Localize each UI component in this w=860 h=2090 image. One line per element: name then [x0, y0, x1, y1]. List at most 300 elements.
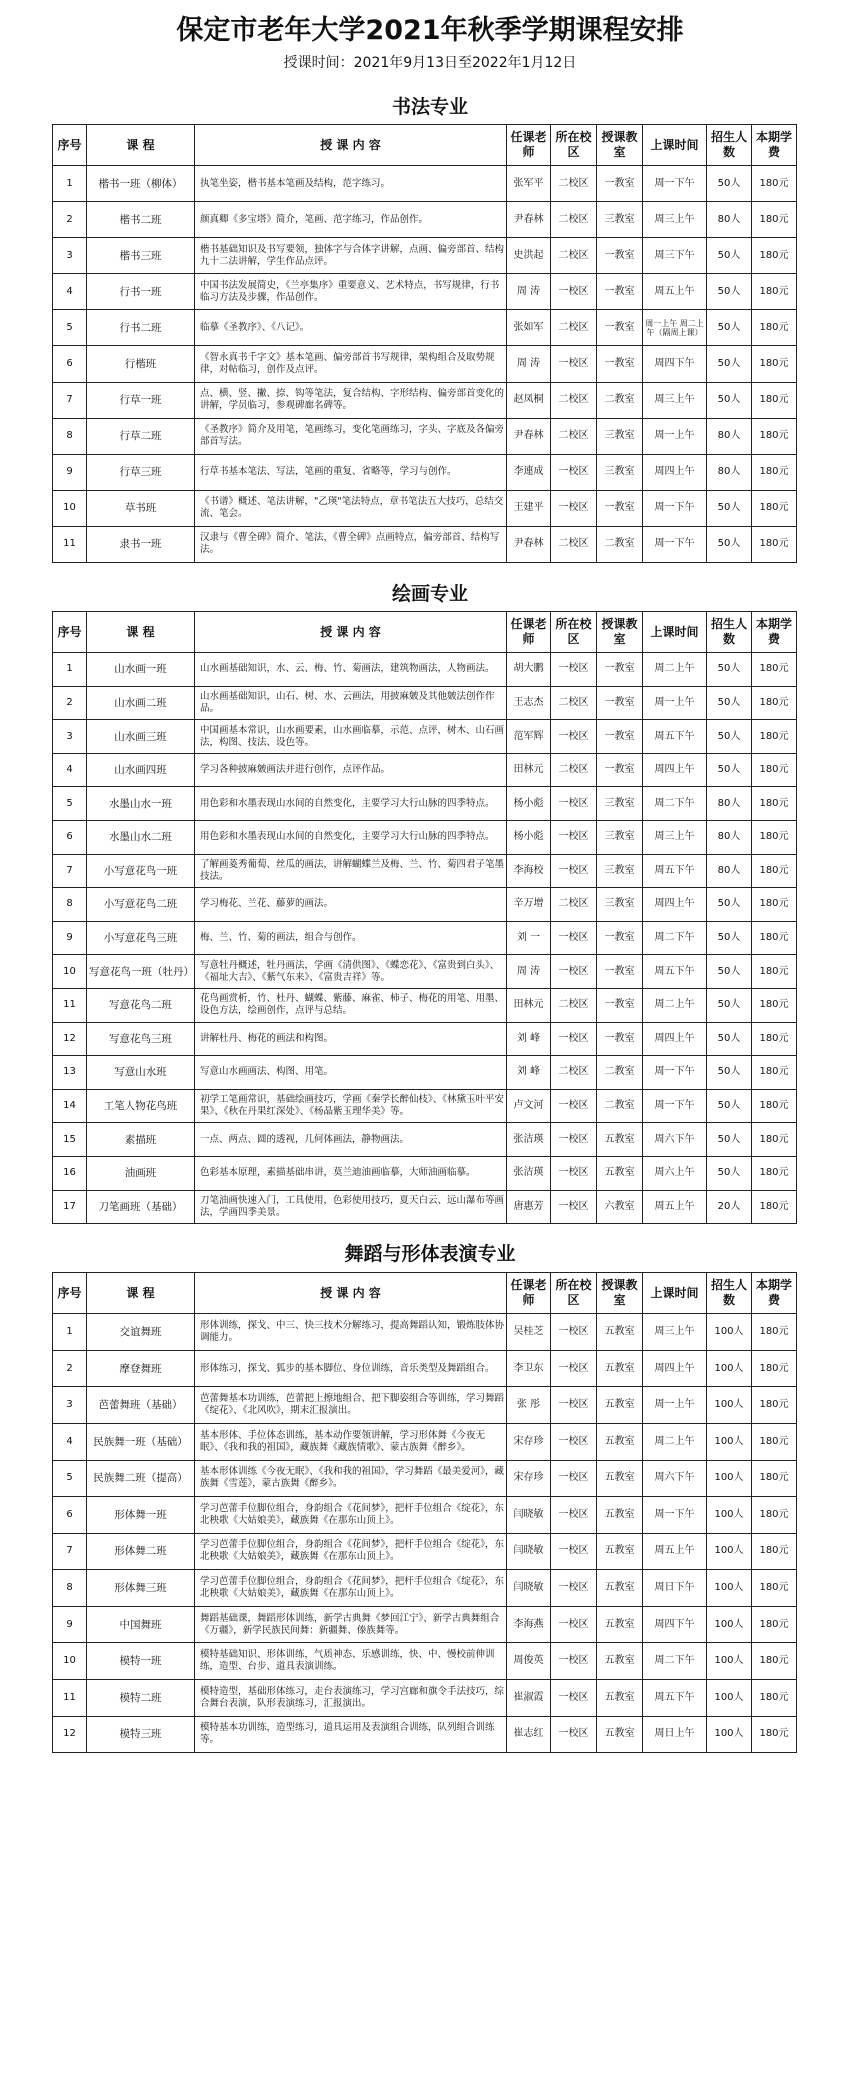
cell-index: 9 [53, 454, 87, 490]
sections-container [0, 90, 860, 1753]
table-row [53, 686, 797, 720]
cell-time: 周二下午 [643, 787, 707, 821]
cell-index: 3 [53, 720, 87, 754]
table-header-row [53, 1273, 797, 1314]
cell-content: 色彩基本原理，素描基础串讲，莫兰迪油画临摹，大师油画临摹。 [195, 1156, 507, 1190]
cell-classroom: 五教室 [597, 1387, 643, 1424]
cell-time: 周日下午 [643, 1570, 707, 1607]
column-header: 上课时间 [643, 125, 707, 166]
cell-time: 周五下午 [643, 854, 707, 888]
cell-teacher: 张 彤 [507, 1387, 551, 1424]
cell-course: 小写意花鸟一班 [87, 854, 195, 888]
cell-teacher: 周 涛 [507, 955, 551, 989]
cell-capacity: 50人 [707, 653, 752, 687]
cell-time: 周二下午 [643, 921, 707, 955]
cell-course: 刀笔画班（基础） [87, 1190, 195, 1224]
table-row [53, 382, 797, 418]
cell-content: 花鸟画赏析，竹、杜丹、蝴蝶、紫藤、麻雀、柿子、梅花的用笔、用墨、设色方法，绘画创作，点评与总结。 [195, 988, 507, 1022]
cell-capacity: 100人 [707, 1716, 752, 1753]
cell-content: 模特基础知识、形体训练，气质神态、乐感训练，快、中、慢校前伸训练，造型、台步、道具表演训练。 [195, 1643, 507, 1680]
table-row [53, 1350, 797, 1387]
cell-teacher: 胡大鹏 [507, 653, 551, 687]
cell-course: 模特一班 [87, 1643, 195, 1680]
cell-classroom: 一教室 [597, 753, 643, 787]
cell-fee: 180元 [752, 418, 797, 454]
cell-course: 民族舞一班（基础） [87, 1423, 195, 1460]
course-table [52, 1272, 797, 1753]
cell-classroom: 五教室 [597, 1350, 643, 1387]
cell-classroom: 一教室 [597, 1022, 643, 1056]
cell-capacity: 80人 [707, 821, 752, 855]
cell-fee: 180元 [752, 1606, 797, 1643]
cell-campus: 二校区 [551, 1056, 597, 1090]
cell-campus: 一校区 [551, 1606, 597, 1643]
cell-capacity: 80人 [707, 787, 752, 821]
cell-content: 楷书基础知识及书写要领，独体字与合体字讲解，点画、偏旁部首、结构九十二法讲解，学生作品点评。 [195, 238, 507, 274]
cell-index: 10 [53, 490, 87, 526]
cell-time: 周五上午 [643, 274, 707, 310]
cell-time: 周六下午 [643, 1123, 707, 1157]
cell-content: 《书谱》概述、笔法讲解，"乙瑛"笔法特点，章书笔法五大技巧，总结交流、笔会。 [195, 490, 507, 526]
cell-time: 周一下午 [643, 490, 707, 526]
cell-fee: 180元 [752, 1123, 797, 1157]
cell-fee: 180元 [752, 988, 797, 1022]
cell-classroom: 三教室 [597, 821, 643, 855]
table-row [53, 854, 797, 888]
cell-time: 周四上午 [643, 1022, 707, 1056]
cell-classroom: 一教室 [597, 921, 643, 955]
cell-classroom: 三教室 [597, 787, 643, 821]
cell-capacity: 50人 [707, 720, 752, 754]
cell-classroom: 三教室 [597, 418, 643, 454]
cell-fee: 180元 [752, 166, 797, 202]
cell-fee: 180元 [752, 1156, 797, 1190]
column-header: 授课教室 [597, 612, 643, 653]
cell-index: 11 [53, 526, 87, 562]
cell-campus: 二校区 [551, 753, 597, 787]
cell-course: 山水画二班 [87, 686, 195, 720]
table-row [53, 988, 797, 1022]
cell-teacher: 田林元 [507, 753, 551, 787]
cell-classroom: 五教室 [597, 1123, 643, 1157]
cell-capacity: 50人 [707, 1022, 752, 1056]
cell-time: 周四上午 [643, 1350, 707, 1387]
cell-campus: 一校区 [551, 1314, 597, 1351]
cell-fee: 180元 [752, 310, 797, 346]
cell-index: 10 [53, 955, 87, 989]
table-row [53, 888, 797, 922]
cell-fee: 180元 [752, 686, 797, 720]
table-row [53, 1460, 797, 1497]
column-header: 序号 [53, 1273, 87, 1314]
column-header: 任课老师 [507, 125, 551, 166]
table-row [53, 1680, 797, 1717]
cell-fee: 180元 [752, 274, 797, 310]
cell-campus: 一校区 [551, 1643, 597, 1680]
cell-content: 山水画基础知识，山石、树、水、云画法，用披麻皴及其他皴法创作作品。 [195, 686, 507, 720]
table-row [53, 787, 797, 821]
cell-course: 芭蕾舞班（基础） [87, 1387, 195, 1424]
table-header-row [53, 125, 797, 166]
cell-time: 周一下午 [643, 1497, 707, 1534]
cell-course: 形体舞三班 [87, 1570, 195, 1607]
cell-content: 颜真卿《多宝塔》简介，笔画、范字练习，作品创作。 [195, 202, 507, 238]
cell-capacity: 20人 [707, 1190, 752, 1224]
table-row [53, 1022, 797, 1056]
cell-course: 油画班 [87, 1156, 195, 1190]
cell-teacher: 刘 一 [507, 921, 551, 955]
page-title: 保定市老年大学2021年秋季学期课程安排 [176, 15, 684, 46]
cell-fee: 180元 [752, 1497, 797, 1534]
cell-campus: 一校区 [551, 921, 597, 955]
table-row [53, 346, 797, 382]
column-header: 所在校区 [551, 1273, 597, 1314]
cell-index: 6 [53, 821, 87, 855]
cell-teacher: 王建平 [507, 490, 551, 526]
cell-content: 执笔坐姿，楷书基本笔画及结构，范字练习。 [195, 166, 507, 202]
section-title: 书法专业 [391, 96, 468, 118]
cell-fee: 180元 [752, 490, 797, 526]
cell-classroom: 五教室 [597, 1570, 643, 1607]
cell-time: 周六上午 [643, 1156, 707, 1190]
column-header: 课 程 [87, 125, 195, 166]
table-row [53, 238, 797, 274]
cell-time: 周一下午 [643, 1089, 707, 1123]
cell-time: 周一上午 周二上午（隔周上课） [643, 310, 707, 346]
cell-content: 写意山水画画法、构图、用笔。 [195, 1056, 507, 1090]
cell-content: 《圣教序》简介及用笔，笔画练习，变化笔画练习，字头、字底及各偏旁部首写法。 [195, 418, 507, 454]
cell-campus: 一校区 [551, 1350, 597, 1387]
cell-teacher: 李海校 [507, 854, 551, 888]
cell-content: 刀笔油画快速入门，工具使用，色彩使用技巧，夏天白云、远山瀑布等画法，学画四季美景。 [195, 1190, 507, 1224]
cell-classroom: 五教室 [597, 1533, 643, 1570]
cell-classroom: 五教室 [597, 1423, 643, 1460]
cell-course: 水墨山水一班 [87, 787, 195, 821]
cell-campus: 一校区 [551, 821, 597, 855]
cell-content: 汉隶与《曹全碑》简介、笔法，《曹全碑》点画特点，偏旁部首、结构写法。 [195, 526, 507, 562]
cell-classroom: 三教室 [597, 854, 643, 888]
cell-teacher: 闫晓敏 [507, 1533, 551, 1570]
cell-campus: 一校区 [551, 1123, 597, 1157]
column-header: 授 课 内 容 [195, 612, 507, 653]
cell-teacher: 辛万增 [507, 888, 551, 922]
cell-campus: 一校区 [551, 955, 597, 989]
cell-campus: 二校区 [551, 202, 597, 238]
cell-course: 山水画一班 [87, 653, 195, 687]
cell-capacity: 100人 [707, 1680, 752, 1717]
column-header: 课 程 [87, 612, 195, 653]
table-header-row [53, 612, 797, 653]
cell-classroom: 五教室 [597, 1497, 643, 1534]
cell-course: 中国舞班 [87, 1606, 195, 1643]
cell-campus: 一校区 [551, 1533, 597, 1570]
column-header: 授课教室 [597, 1273, 643, 1314]
cell-content: 初学工笔画常识，基础绘画技巧，学画《秦学长醉仙枝》、《林黛玉叶平安果》、《秋在丹果红深处》、《杨晶紫玉理华美》等。 [195, 1089, 507, 1123]
table-row [53, 1533, 797, 1570]
table-row [53, 1056, 797, 1090]
cell-capacity: 50人 [707, 346, 752, 382]
cell-time: 周六下午 [643, 1460, 707, 1497]
cell-time: 周二上午 [643, 653, 707, 687]
cell-campus: 一校区 [551, 720, 597, 754]
cell-teacher: 王志杰 [507, 686, 551, 720]
cell-campus: 二校区 [551, 888, 597, 922]
cell-campus: 一校区 [551, 346, 597, 382]
cell-content: 模特基本功训练，造型练习，道具运用及表演组合训练，队列组合训练等。 [195, 1716, 507, 1753]
cell-time: 周一上午 [643, 686, 707, 720]
cell-classroom: 一教室 [597, 988, 643, 1022]
cell-campus: 二校区 [551, 988, 597, 1022]
cell-time: 周四下午 [643, 1606, 707, 1643]
cell-index: 2 [53, 1350, 87, 1387]
cell-content: 学习梅花、兰花、藤萝的画法。 [195, 888, 507, 922]
cell-time: 周日上午 [643, 1716, 707, 1753]
cell-fee: 180元 [752, 821, 797, 855]
cell-index: 4 [53, 1423, 87, 1460]
cell-content: 学习芭蕾手位脚位组合，身韵组合《花间梦》，把杆手位组合《绽花》，东北秧歌《大姑娘美》，藏族舞《在那东山顶上》。 [195, 1533, 507, 1570]
cell-classroom: 五教室 [597, 1606, 643, 1643]
cell-capacity: 100人 [707, 1606, 752, 1643]
cell-course: 楷书二班 [87, 202, 195, 238]
cell-capacity: 50人 [707, 526, 752, 562]
cell-classroom: 三教室 [597, 202, 643, 238]
cell-fee: 180元 [752, 1680, 797, 1717]
cell-index: 15 [53, 1123, 87, 1157]
cell-course: 隶书一班 [87, 526, 195, 562]
cell-campus: 一校区 [551, 1570, 597, 1607]
cell-index: 13 [53, 1056, 87, 1090]
cell-teacher: 卢文河 [507, 1089, 551, 1123]
cell-content: 行草书基本笔法、写法，笔画的重复、省略等，学习与创作。 [195, 454, 507, 490]
cell-time: 周四上午 [643, 888, 707, 922]
cell-fee: 180元 [752, 955, 797, 989]
cell-time: 周三下午 [643, 238, 707, 274]
column-header: 上课时间 [643, 1273, 707, 1314]
cell-fee: 180元 [752, 1190, 797, 1224]
table-row [53, 1716, 797, 1753]
cell-course: 行书二班 [87, 310, 195, 346]
section-title: 舞蹈与形体表演专业 [344, 1243, 516, 1266]
cell-classroom: 二教室 [597, 1056, 643, 1090]
cell-index: 2 [53, 202, 87, 238]
cell-index: 3 [53, 1387, 87, 1424]
cell-time: 周一下午 [643, 1056, 707, 1090]
cell-course: 形体舞二班 [87, 1533, 195, 1570]
cell-classroom: 一教室 [597, 490, 643, 526]
cell-index: 17 [53, 1190, 87, 1224]
cell-capacity: 50人 [707, 310, 752, 346]
cell-index: 8 [53, 888, 87, 922]
section-title: 绘画专业 [391, 583, 468, 606]
cell-content: 《智永真书千字文》基本笔画、偏旁部首书写规律，架构组合及取势规律，对帖临习，创作及点评。 [195, 346, 507, 382]
cell-time: 周四上午 [643, 454, 707, 490]
cell-classroom: 二教室 [597, 1089, 643, 1123]
cell-teacher: 闫晓敏 [507, 1570, 551, 1607]
cell-index: 9 [53, 921, 87, 955]
cell-classroom: 一教室 [597, 653, 643, 687]
cell-fee: 180元 [752, 202, 797, 238]
cell-capacity: 50人 [707, 686, 752, 720]
cell-teacher: 尹春林 [507, 202, 551, 238]
cell-capacity: 50人 [707, 382, 752, 418]
cell-time: 周二上午 [643, 988, 707, 1022]
cell-capacity: 50人 [707, 1123, 752, 1157]
cell-course: 写意花鸟二班 [87, 988, 195, 1022]
cell-teacher: 周俊英 [507, 1643, 551, 1680]
cell-time: 周一下午 [643, 526, 707, 562]
cell-index: 1 [53, 1314, 87, 1351]
cell-course: 交谊舞班 [87, 1314, 195, 1351]
cell-time: 周一上午 [643, 1387, 707, 1424]
column-header: 所在校区 [551, 125, 597, 166]
cell-content: 中国书法发展简史，《兰亭集序》重要意义、艺术特点，书写规律，行书临习方法及步骤，作品创作。 [195, 274, 507, 310]
column-header: 任课老师 [507, 1273, 551, 1314]
cell-index: 1 [53, 166, 87, 202]
cell-teacher: 田林元 [507, 988, 551, 1022]
cell-content: 写意牡丹概述，牡丹画法，学画《清供图》、《蝶恋花》、《富贵到白头》、《福址大吉》、《紫气东来》、《富贵吉祥》等。 [195, 955, 507, 989]
cell-teacher: 张洁瑛 [507, 1123, 551, 1157]
cell-campus: 一校区 [551, 1190, 597, 1224]
cell-fee: 180元 [752, 526, 797, 562]
cell-classroom: 一教室 [597, 274, 643, 310]
column-header: 任课老师 [507, 612, 551, 653]
cell-campus: 一校区 [551, 454, 597, 490]
cell-teacher: 李海燕 [507, 1606, 551, 1643]
cell-content: 梅、兰、竹、菊的画法，组合与创作。 [195, 921, 507, 955]
cell-classroom: 三教室 [597, 888, 643, 922]
cell-classroom: 五教室 [597, 1680, 643, 1717]
table-row [53, 1190, 797, 1224]
cell-time: 周五下午 [643, 720, 707, 754]
cell-course: 摩登舞班 [87, 1350, 195, 1387]
cell-capacity: 50人 [707, 921, 752, 955]
cell-classroom: 六教室 [597, 1190, 643, 1224]
cell-fee: 180元 [752, 454, 797, 490]
table-row [53, 955, 797, 989]
cell-classroom: 五教室 [597, 1460, 643, 1497]
cell-capacity: 100人 [707, 1497, 752, 1534]
cell-campus: 一校区 [551, 1460, 597, 1497]
cell-campus: 一校区 [551, 1387, 597, 1424]
cell-time: 周三上午 [643, 1314, 707, 1351]
table-row [53, 1570, 797, 1607]
cell-course: 小写意花鸟二班 [87, 888, 195, 922]
cell-teacher: 尹春林 [507, 526, 551, 562]
cell-index: 8 [53, 1570, 87, 1607]
cell-index: 11 [53, 988, 87, 1022]
cell-capacity: 50人 [707, 274, 752, 310]
table-row [53, 821, 797, 855]
cell-content: 学习芭蕾手位脚位组合，身韵组合《花间梦》，把杆手位组合《绽花》，东北秧歌《大姑娘美》，藏族舞《在那东山顶上》。 [195, 1497, 507, 1534]
cell-teacher: 吴桂芝 [507, 1314, 551, 1351]
cell-course: 写意山水班 [87, 1056, 195, 1090]
cell-teacher: 宋存珍 [507, 1423, 551, 1460]
course-table [52, 611, 797, 1224]
cell-classroom: 五教室 [597, 1716, 643, 1753]
cell-time: 周二上午 [643, 1423, 707, 1460]
column-header: 上课时间 [643, 612, 707, 653]
cell-course: 工笔人物花鸟班 [87, 1089, 195, 1123]
cell-teacher: 李卫东 [507, 1350, 551, 1387]
table-row [53, 454, 797, 490]
cell-course: 行草三班 [87, 454, 195, 490]
cell-index: 12 [53, 1022, 87, 1056]
column-header: 招生人数 [707, 1273, 752, 1314]
cell-course: 山水画三班 [87, 720, 195, 754]
cell-course: 楷书三班 [87, 238, 195, 274]
cell-capacity: 50人 [707, 1056, 752, 1090]
cell-content: 模特造型，基础形体练习，走台表演练习，学习宫廊和旗令手法技巧，综合舞台表演，队形表演练习，汇报演出。 [195, 1680, 507, 1717]
cell-teacher: 刘 峰 [507, 1056, 551, 1090]
cell-time: 周三上午 [643, 382, 707, 418]
cell-fee: 180元 [752, 1089, 797, 1123]
cell-index: 7 [53, 1533, 87, 1570]
cell-fee: 180元 [752, 1570, 797, 1607]
cell-index: 4 [53, 274, 87, 310]
cell-content: 基本形体、手位体态训练，基本动作要领讲解，学习形体舞《今夜无眠》、《我和我的祖国》，藏族舞《藏族情歌》、蒙古族舞《醉乡》。 [195, 1423, 507, 1460]
cell-content: 山水画基础知识，水、云、梅、竹、菊画法，建筑物画法，人物画法。 [195, 653, 507, 687]
cell-campus: 一校区 [551, 1716, 597, 1753]
cell-teacher: 史洪起 [507, 238, 551, 274]
cell-index: 12 [53, 1716, 87, 1753]
cell-time: 周一下午 [643, 166, 707, 202]
cell-capacity: 50人 [707, 753, 752, 787]
cell-teacher: 周 涛 [507, 346, 551, 382]
cell-classroom: 五教室 [597, 1314, 643, 1351]
cell-teacher: 刘 峰 [507, 1022, 551, 1056]
cell-fee: 180元 [752, 1350, 797, 1387]
cell-time: 周五下午 [643, 1680, 707, 1717]
table-row [53, 1423, 797, 1460]
cell-campus: 二校区 [551, 418, 597, 454]
cell-classroom: 五教室 [597, 1643, 643, 1680]
cell-content: 点、横、竖、撇、捺、钩等笔法，复合结构、字形结构、偏旁部首变化的讲解，学员临习，参观碑廊名碑等。 [195, 382, 507, 418]
cell-time: 周三上午 [643, 821, 707, 855]
cell-capacity: 80人 [707, 454, 752, 490]
cell-course: 小写意花鸟三班 [87, 921, 195, 955]
cell-fee: 180元 [752, 1387, 797, 1424]
cell-classroom: 五教室 [597, 1156, 643, 1190]
column-header: 课 程 [87, 1273, 195, 1314]
cell-content: 学习各种披麻皴画法并进行创作，点评作品。 [195, 753, 507, 787]
cell-campus: 一校区 [551, 653, 597, 687]
cell-campus: 一校区 [551, 1022, 597, 1056]
cell-index: 5 [53, 310, 87, 346]
cell-content: 学习芭蕾手位脚位组合，身韵组合《花间梦》，把杆手位组合《绽花》，东北秧歌《大姑娘美》，藏族舞《在那东山顶上》。 [195, 1570, 507, 1607]
cell-time: 周三上午 [643, 202, 707, 238]
table-row [53, 166, 797, 202]
table-row [53, 720, 797, 754]
cell-campus: 一校区 [551, 490, 597, 526]
cell-course: 写意花鸟一班（牡丹） [87, 955, 195, 989]
column-header: 序号 [53, 125, 87, 166]
table-row [53, 753, 797, 787]
cell-course: 水墨山水二班 [87, 821, 195, 855]
cell-index: 3 [53, 238, 87, 274]
table-row [53, 1387, 797, 1424]
cell-campus: 二校区 [551, 382, 597, 418]
cell-classroom: 二教室 [597, 526, 643, 562]
cell-content: 一点、两点、圆的透视，几何体画法，静物画法。 [195, 1123, 507, 1157]
cell-content: 了解画菱秀葡萄、丝瓜的画法，讲解蝴蝶兰及梅、兰、竹、菊四君子笔墨技法。 [195, 854, 507, 888]
cell-content: 形体练习，探戈、狐步的基本脚位、身位训练，音乐类型及舞蹈组合。 [195, 1350, 507, 1387]
cell-index: 9 [53, 1606, 87, 1643]
cell-fee: 180元 [752, 1643, 797, 1680]
cell-content: 临摹《圣教序》、《八记》。 [195, 310, 507, 346]
cell-campus: 一校区 [551, 1680, 597, 1717]
cell-teacher: 杨小彪 [507, 787, 551, 821]
cell-index: 11 [53, 1680, 87, 1717]
